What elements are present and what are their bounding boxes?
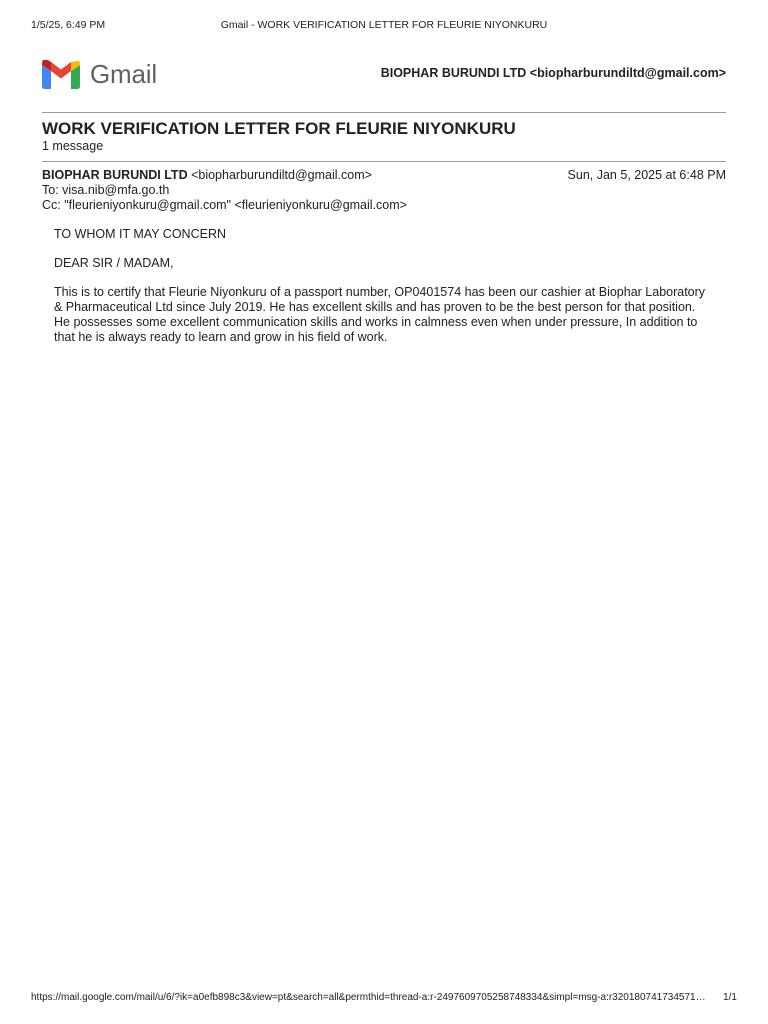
page-number: 1/1 — [723, 992, 737, 1003]
message-header — [42, 168, 726, 213]
print-header — [31, 19, 737, 33]
print-page-title: Gmail - WORK VERIFICATION LETTER FOR FLEURIE NIYONKURU — [220, 19, 548, 31]
header-divider — [42, 112, 726, 113]
print-url: https://mail.google.com/mail/u/6/?ik=a0efb898c3&view=pt&search=all&permthid=thread-a:r-2497609705258748334&simpl=msg-a:r320180741734571… — [31, 992, 706, 1003]
account-label: BIOPHAR BURUNDI LTD <biopharburundiltd@gmail.com> — [380, 66, 726, 80]
gmail-wordmark: Gmail — [90, 59, 157, 89]
body-salutation-heading: TO WHOM IT MAY CONCERN — [54, 227, 226, 241]
sender-name: BIOPHAR BURUNDI LTD — [42, 168, 188, 182]
message-date: Sun, Jan 5, 2025 at 6:48 PM — [567, 168, 726, 182]
thread-subject: WORK VERIFICATION LETTER FOR FLEURIE NIYONKURU — [42, 119, 516, 138]
print-footer — [31, 992, 737, 1006]
mail-header — [42, 58, 726, 90]
body-greeting: DEAR SIR / MADAM, — [54, 256, 174, 270]
subject-divider — [42, 161, 726, 162]
recipient-to: To: visa.nib@mfa.go.th — [42, 183, 170, 197]
gmail-logo[interactable] — [42, 58, 162, 90]
sender-email: <biopharburundiltd@gmail.com> — [191, 168, 372, 182]
gmail-m-icon — [42, 60, 80, 89]
message-body — [54, 227, 714, 359]
print-timestamp: 1/5/25, 6:49 PM — [31, 19, 106, 31]
body-paragraph: This is to certify that Fleurie Niyonkuru of a passport number, OP0401574 has been our cashier at Biophar Laboratory & Pharmaceutical Ltd since July 2019. He has excellent skills and has proven to be the best person for that position. He possesses some excellent communication skills and works in calmness even when under pressure, In addition to that he is always ready to learn and grow in his field of work. — [54, 285, 706, 344]
message-count: 1 message — [42, 139, 104, 153]
recipient-cc: Cc: "fleurieniyonkuru@gmail.com" <fleurieniyonkuru@gmail.com> — [42, 198, 407, 212]
